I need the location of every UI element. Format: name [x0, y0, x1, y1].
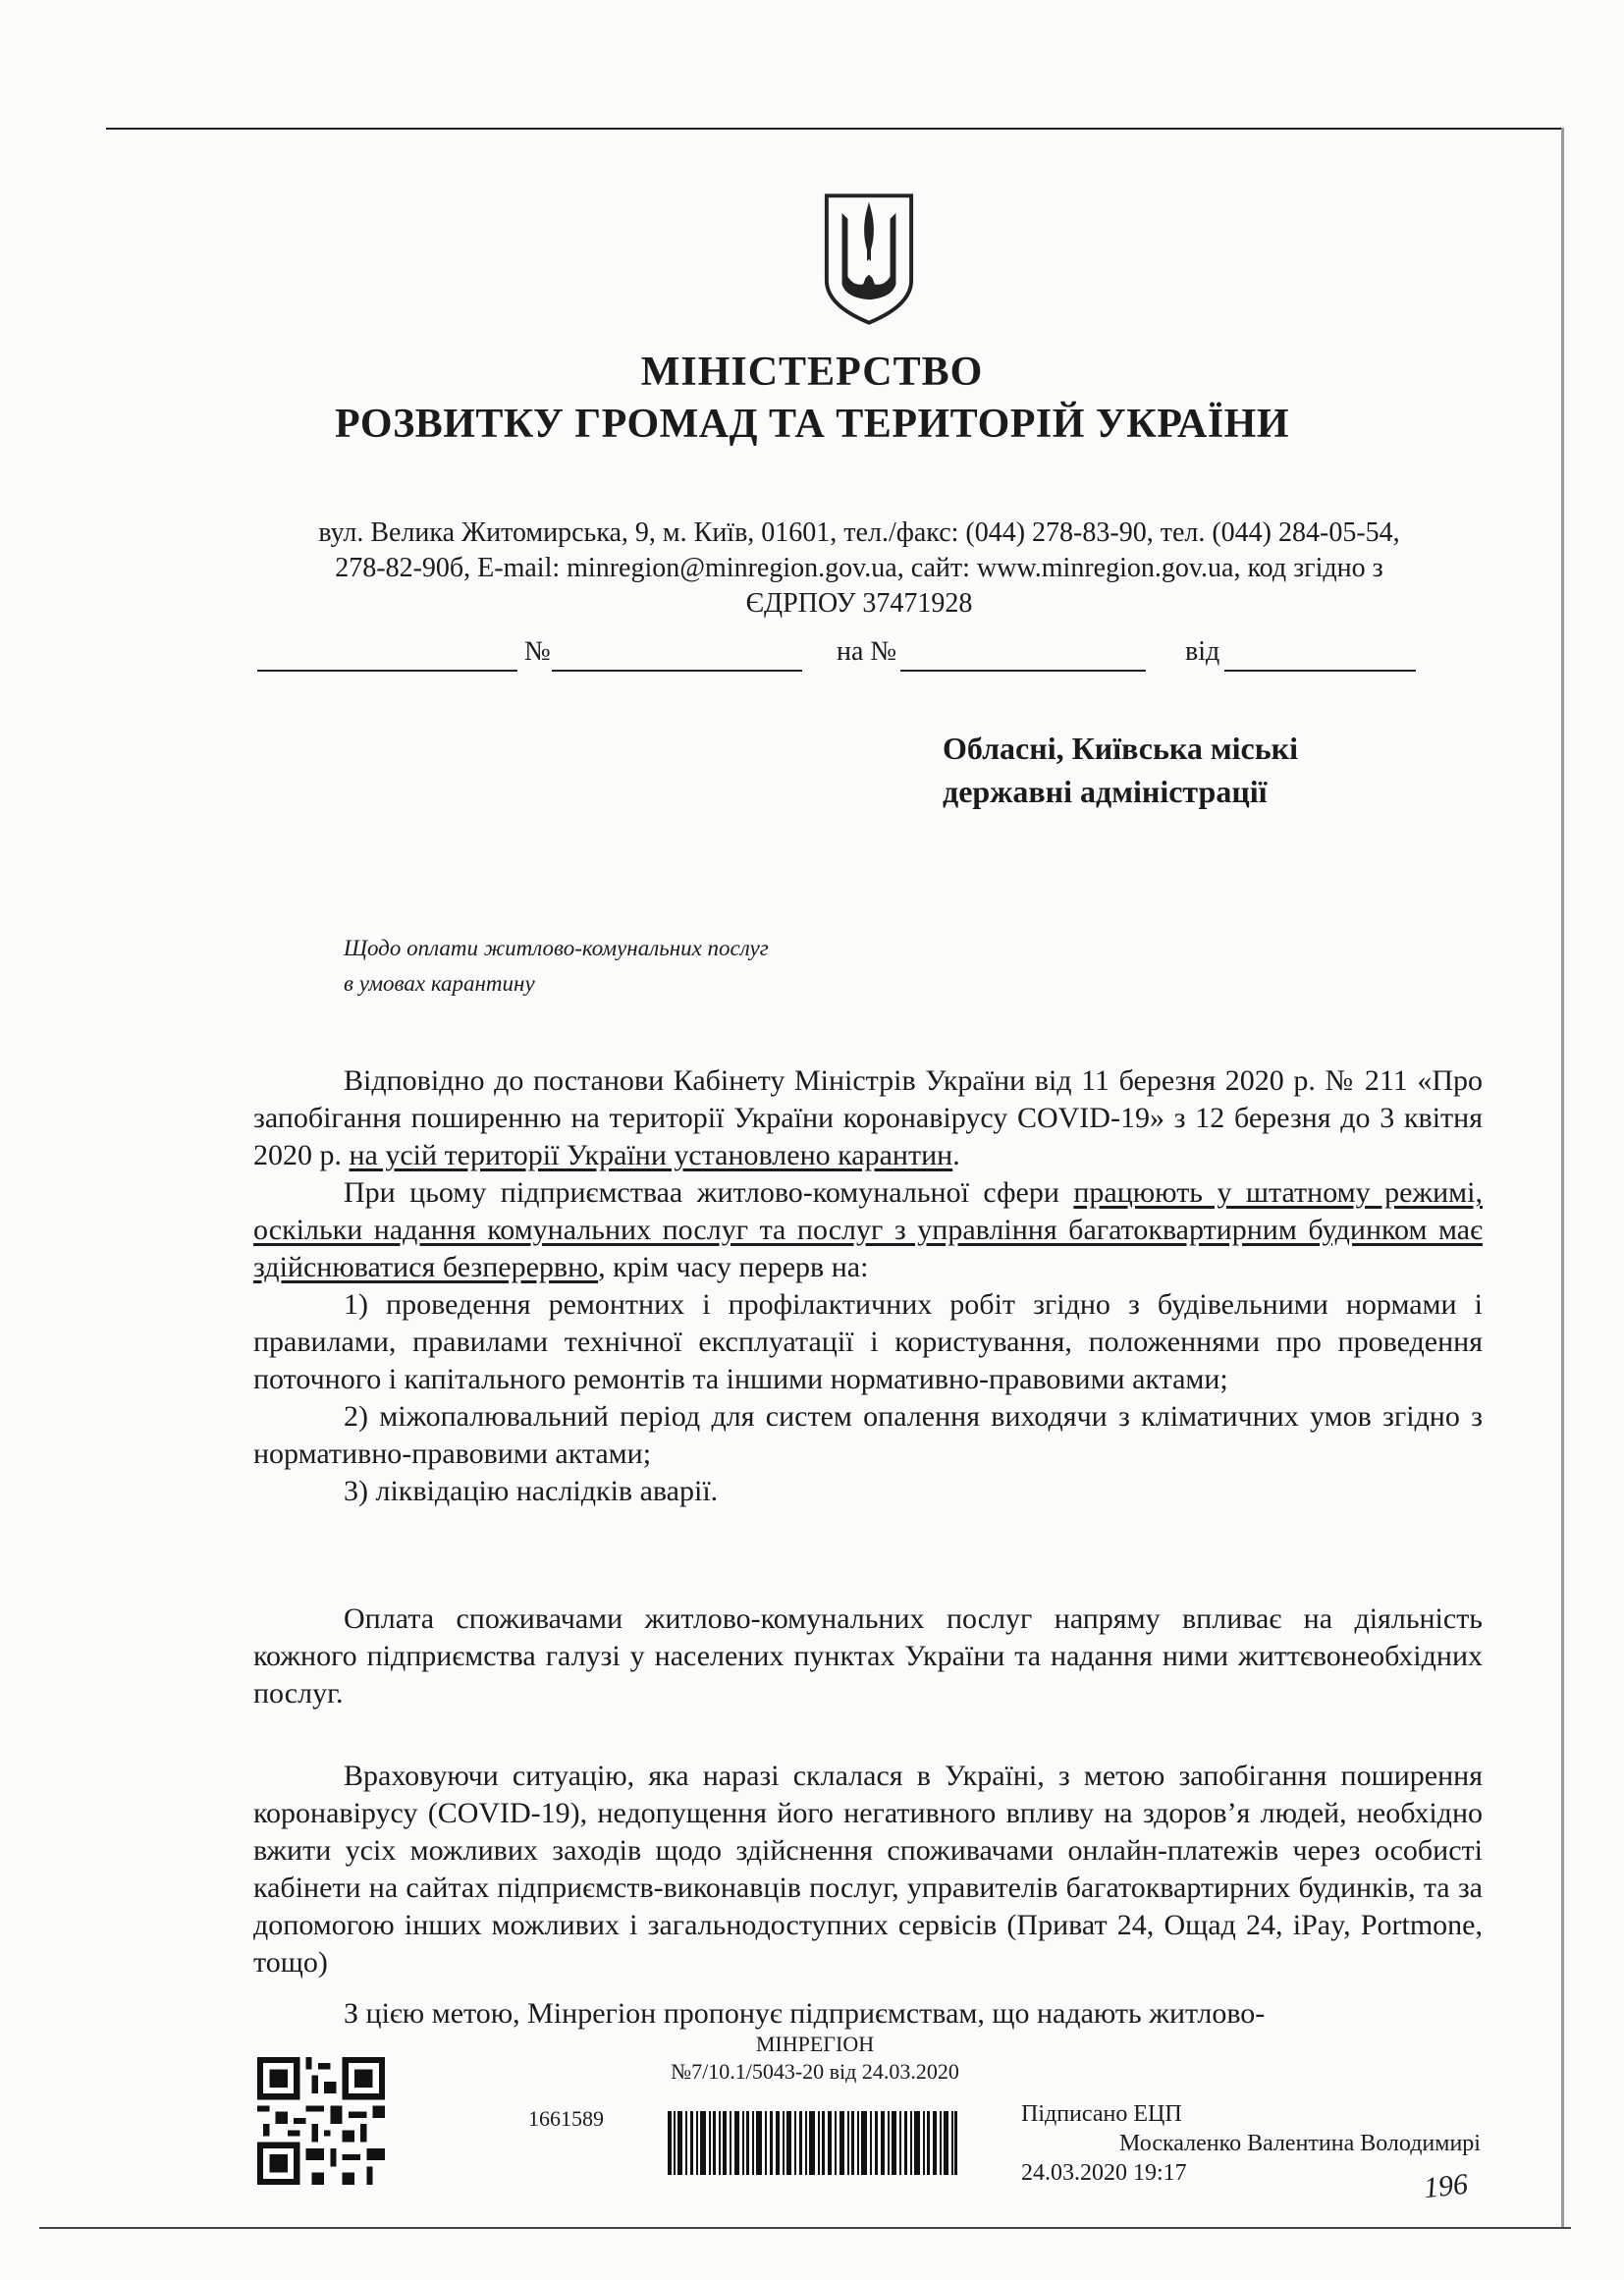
ref-from-label: від	[1185, 636, 1220, 667]
handwritten-page-number: 196	[1422, 2167, 1470, 2205]
ref-date-blank	[257, 636, 517, 672]
registration-number: №7/10.1/5043-20 від 24.03.2020	[671, 2059, 959, 2084]
scan-edge-bottom	[39, 2227, 1571, 2229]
document-id: 1661589	[528, 2106, 604, 2131]
paragraph-3: Оплата споживачами житлово-комунальних послуг напряму впливає на діяльність кожного підприємства галузі у населених пунктах України та надання ними життєвонеобхідних послуг.	[253, 1602, 1483, 1710]
registration-org: МІНРЕГІОН	[755, 2032, 875, 2056]
p2-start: При цьому підприємстваа житлово-комунальної сфери	[344, 1176, 1074, 1209]
subject-line2: в умовах карантину	[344, 971, 535, 996]
paragraph-5: З цією метою, Мінрегіон пропонує підприємствам, що надають житлово-	[344, 1997, 1266, 2030]
ministry-title-line1: МІНІСТЕРСТВО	[640, 350, 984, 395]
address-line1: вул. Велика Житомирська, 9, м. Київ, 01601, тел./факс: (044) 278-83-90, тел. (044) 284-05-54,	[318, 517, 1400, 548]
ministry-title-line2: РОЗВИТКУ ГРОМАД ТА ТЕРИТОРІЙ УКРАЇНИ	[334, 402, 1290, 447]
trident-emblem-icon	[821, 190, 917, 328]
list-item-2: 2) міжопалювальний період для систем опалення виходячи з кліматичних умов згідно з нормативно-правовими актами;	[253, 1400, 1483, 1470]
recipient-line2: державні адміністрації	[943, 774, 1268, 809]
body-section-1	[253, 1062, 1483, 1510]
signer-name: Москаленко Валентина Володимирі	[1119, 2131, 1481, 2156]
list-item-3: 3) ліквідацію наслідків аварії.	[344, 1475, 719, 1507]
subject-line1: Щодо оплати житлово-комунальних послуг	[344, 936, 769, 960]
signed-datetime: 24.03.2020 19:17	[1021, 2160, 1187, 2186]
recipient-line1: Обласні, Київська міські	[943, 731, 1298, 766]
barcode-icon	[668, 2111, 957, 2175]
list-item-1: 1) проведення ремонтних і профілактичних робіт згідно з будівельними нормами і правилами, правилами технічної експлуатації і користування, положеннями про проведення поточного і капітального ремонтів та іншими нормативно-правовими актами;	[253, 1288, 1483, 1395]
paragraph-4: Враховуючи ситуацію, яка наразі склалася в Україні, з метою запобігання поширення коронавірусу (COVID-19), недопущення його негативного впливу на здоров’я людей, необхідно вжити усіх можливих заходів щодо здійснення споживачами онлайн-платежів через особисті кабінети на сайтах підприємств-виконавців послуг, управителів багатоквартирних будинків, та за допомогою інших можливих і загальнодоступних сервісів (Приват 24, Ощад 24, iPay, Portmone, тощо)	[253, 1760, 1483, 1979]
ref-on-no-label: на №	[837, 636, 897, 667]
signed-label: Підписано ЕЦП	[1021, 2101, 1182, 2127]
scan-edge-top	[106, 128, 1564, 130]
p2-underlined: працюють у штатному режимі, оскільки надання комунальних послуг та послуг з управління багатоквартирним будинком має здійснюватися безперервно	[253, 1176, 1483, 1283]
p1-underlined: на усій території України установлено карантин	[349, 1139, 953, 1171]
ref-number-blank	[552, 636, 802, 672]
p1-text: Відповідно до постанови Кабінету Міністрів України від 11 березня 2020 р. № 211 «Про запобігання поширенню на території України коронавірусу COVID-19» з 12 березня до 3 квітня 2020 р.	[253, 1064, 1483, 1171]
body-section-3	[253, 1758, 1483, 1981]
paragraph-1	[253, 1062, 1483, 1174]
registration-stamp	[609, 2031, 1021, 2086]
ref-on-number-blank	[900, 636, 1146, 672]
p2-end: , крім часу перерв на:	[598, 1251, 869, 1283]
body-section-4	[253, 1995, 1483, 2033]
p1-end: .	[952, 1139, 960, 1171]
recipient-block	[943, 727, 1298, 813]
ref-from-blank	[1224, 636, 1416, 672]
ref-no-label: №	[524, 636, 551, 667]
ministry-address	[216, 516, 1502, 622]
address-line3: ЄДРПОУ 37471928	[745, 588, 973, 619]
reference-line	[257, 636, 1416, 676]
qr-code-icon	[257, 2057, 385, 2185]
digital-signature-block	[1021, 2099, 1481, 2188]
paragraph-2	[253, 1174, 1483, 1286]
body-section-2	[253, 1601, 1483, 1712]
subject-block	[344, 931, 769, 1002]
address-line2: 278-82-90б, E-mail: minregion@minregion.gov.ua, сайт: www.minregion.gov.ua, код згідно з	[335, 553, 1383, 583]
